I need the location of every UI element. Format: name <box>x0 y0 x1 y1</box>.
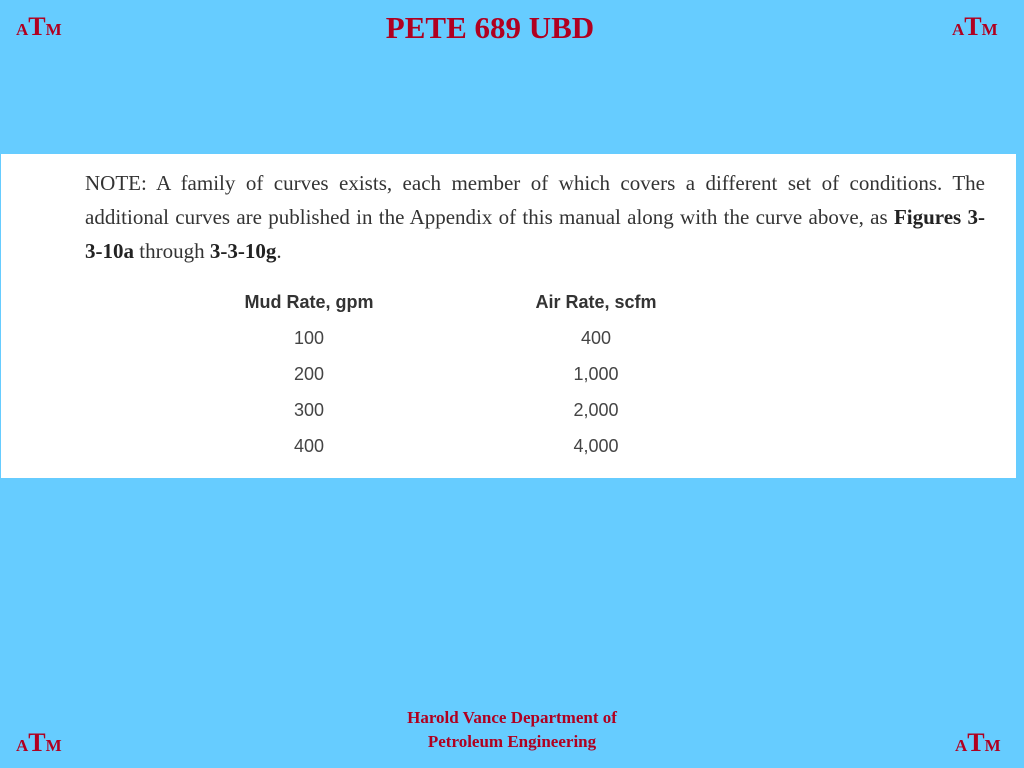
slide-title: PETE 689 UBD <box>385 10 595 45</box>
table-cell: 400 <box>580 328 612 348</box>
mud-rate-column <box>209 284 409 464</box>
mud-rate-header: Mud Rate, gpm <box>244 292 374 312</box>
table-cell: 4,000 <box>573 436 619 456</box>
content-image-panel <box>1 154 1016 478</box>
atm-logo-bottom-right: ATM <box>955 728 1001 757</box>
note-figure-start: Figures 3-3-10a <box>85 205 985 263</box>
air-rate-header: Air Rate, scfm <box>535 292 657 312</box>
table-cell: 100 <box>293 328 325 348</box>
note-text-before: NOTE: A family of curves exists, each member of which covers a different set of conditions. The additional curves are published in the Appendix of this manual along with the curve above, as <box>85 171 985 229</box>
note-text-after: . <box>276 239 282 263</box>
atm-logo-bottom-left: ATM <box>16 728 62 757</box>
footer-line-2: Petroleum Engineering <box>427 732 597 751</box>
atm-logo-top-left: ATM <box>16 12 62 41</box>
note-text-middle: through <box>134 239 210 263</box>
table-cell: 300 <box>293 400 325 420</box>
table-cell: 1,000 <box>573 364 619 384</box>
table-cell: 2,000 <box>573 400 619 420</box>
air-rate-column <box>496 284 696 464</box>
atm-logo-top-right: ATM <box>952 12 998 41</box>
footer-department <box>312 706 712 754</box>
table-cell: 400 <box>293 436 325 456</box>
footer-line-1: Harold Vance Department of <box>407 708 617 727</box>
note-paragraph <box>85 166 985 268</box>
table-cell: 200 <box>293 364 325 384</box>
note-figure-end: 3-3-10g <box>209 239 277 263</box>
